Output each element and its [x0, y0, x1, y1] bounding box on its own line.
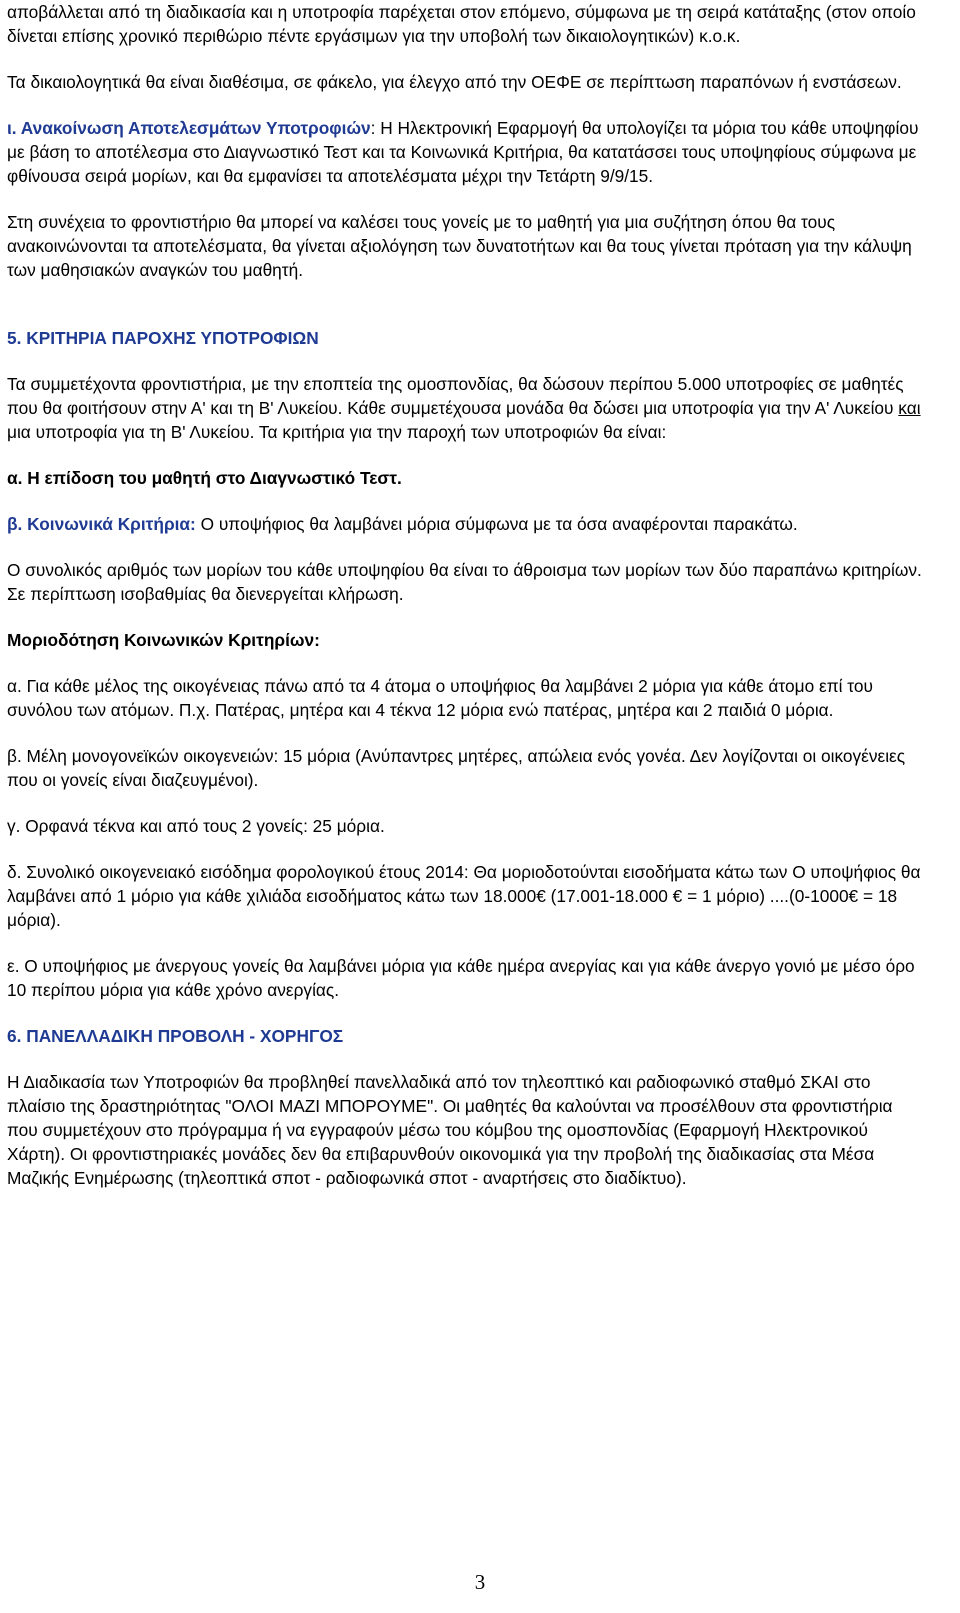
- underlined-and: και: [898, 398, 921, 418]
- scholarship-count-text-b: μια υποτροφία για τη Β' Λυκείου. Τα κριτήρια για την παροχή των υποτροφιών θα είναι:: [7, 422, 667, 442]
- criterion-b: [7, 512, 927, 536]
- paragraph-national-promotion: Η Διαδικασία των Υποτροφιών θα προβληθεί πανελλαδικά από τον τηλεοπτικό και ραδιοφωνικό σταθμό ΣΚΑΙ στο πλαίσιο της δραστηριότητας "ΟΛΟΙ ΜΑΖΙ ΜΠΟΡΟΥΜΕ". Οι μαθητές θα καλούνται να προσέλθουν στα φροντιστήρια που συμμετέχουν στο πρόγραμμα ή να εγγραφούν μέσω του κόμβου της ομοσπονδίας (Εφαρμογή Ηλεκτρονικού Χάρτη). Οι φροντιστηριακές μονάδες δεν θα επιβαρυνθούν οικονομικά για την προβολή της διαδικασίας στα Μέσα Μαζικής Ενημέρωσης (τηλεοπτικά σποτ - ραδιοφωνικά σποτ - αναρτήσεις στο διαδίκτυο).: [7, 1072, 893, 1188]
- document-page: [7, 0, 927, 1190]
- paragraph-total-points: Ο συνολικός αριθμός των μορίων του κάθε υποψηφίου θα είναι το άθροισμα των μορίων των δύο παραπάνω κριτηρίων. Σε περίπτωση ισοβαθμίας θα διενεργείται κλήρωση.: [7, 560, 922, 604]
- heading-social-criteria-scoring: Μοριοδότηση Κοινωνικών Κριτηρίων:: [7, 630, 320, 650]
- results-announcement-label: ι. Ανακοίνωση Αποτελεσμάτων Υποτροφιών: [7, 118, 371, 138]
- section-heading-5: 5. ΚΡΙΤΗΡΙΑ ΠΑΡΟΧΗΣ ΥΠΟΤΡΟΦΙΩΝ: [7, 328, 319, 348]
- page-number: 3: [474, 1570, 486, 1594]
- scholarship-count-text-a: Τα συμμετέχοντα φροντιστήρια, με την εποπτεία της ομοσπονδίας, θα δώσουν περίπου 5.000 υποτροφίες σε μαθητές που θα φοιτήσουν στην Α' και τη Β' Λυκείου. Κάθε συμμετέχουσα μονάδα θα δώσει μια υποτροφία για την Α' Λυκείου: [7, 374, 904, 418]
- criterion-b-text: Ο υποψήφιος θα λαμβάνει μόρια σύμφωνα με τα όσα αναφέρονται παρακάτω.: [195, 514, 798, 534]
- scoring-item-b: β. Μέλη μονογονεϊκών οικογενειών: 15 μόρια (Ανύπαντρες μητέρες, απώλεια ενός γονέα. Δεν λογίζονται οι οικογένειες που οι γονείς είναι διαζευγμένοι).: [7, 746, 906, 790]
- scoring-item-e: ε. Ο υποψήφιος με άνεργους γονείς θα λαμβάνει μόρια για κάθε ημέρα ανεργίας και για κάθε άνεργο γονιό με μέσο όρο 10 περίπου μόρια για κάθε χρόνο ανεργίας.: [7, 956, 915, 1000]
- paragraph-documents-availability: Τα δικαιολογητικά θα είναι διαθέσιμα, σε φάκελο, για έλεγχο από την ΟΕΦΕ σε περίπτωση παραπόνων ή ενστάσεων.: [7, 72, 902, 92]
- paragraph-parent-meeting: Στη συνέχεια το φροντιστήριο θα μπορεί να καλέσει τους γονείς με το μαθητή για μια συζήτηση όπου θα τους ανακοινώνονται τα αποτελέσματα, θα γίνεται αξιολόγηση των δυνατοτήτων και θα τους γίνεται πρόταση για την κάλυψη των μαθησιακών αναγκών του μαθητή.: [7, 212, 912, 280]
- scoring-item-d: δ. Συνολικό οικογενειακό εισόδημα φορολογικού έτους 2014: Θα μοριοδοτούνται εισοδήματα κάτω των Ο υποψήφιος θα λαμβάνει από 1 μόριο για κάθε χιλιάδα εισοδήματος κάτω των 18.000€ (17.001-18.000 € = 1 μόριο) ....(0-1000€ = 18 μόρια).: [7, 862, 921, 930]
- results-announcement-text: : Η Ηλεκτρονική Εφαρμογή θα υπολογίζει τα μόρια του κάθε υποψηφίου με βάση το αποτέλεσμα στο Διαγνωστικό Τεστ και τα Κοινωνικά Κριτήρια, θα κατατάσσει τους υποψηφίους σύμφωνα με φθίνουσα σειρά μορίων, και θα εμφανίσει τα αποτελέσματα μέχρι την Τετάρτη 9/9/15.: [7, 118, 919, 186]
- criterion-a: α. Η επίδοση του μαθητή στο Διαγνωστικό Τεστ.: [7, 468, 402, 488]
- criterion-b-label: β. Κοινωνικά Κριτήρια:: [7, 514, 196, 534]
- paragraph-disqualification: αποβάλλεται από τη διαδικασία και η υποτροφία παρέχεται στον επόμενο, σύμφωνα με τη σειρά κατάταξης (στον οποίο δίνεται επίσης χρονικό περιθώριο πέντε εργάσιμων για την υποβολή των δικαιολογητικών) κ.ο.κ.: [7, 2, 916, 46]
- paragraph-scholarship-count: [7, 372, 927, 444]
- section-heading-6: 6. ΠΑΝΕΛΛΑΔΙΚΗ ΠΡΟΒΟΛΗ - ΧΟΡΗΓΟΣ: [7, 1026, 344, 1046]
- paragraph-results-announcement: [7, 116, 927, 188]
- scoring-item-c: γ. Ορφανά τέκνα και από τους 2 γονείς: 25 μόρια.: [7, 816, 385, 836]
- scoring-item-a: α. Για κάθε μέλος της οικογένειας πάνω από τα 4 άτομα ο υποψήφιος θα λαμβάνει 2 μόρια για κάθε άτομο επί του συνόλου των ατόμων. Π.χ. Πατέρας, μητέρα και 4 τέκνα 12 μόρια ενώ πατέρας, μητέρα και 2 παιδιά 0 μόρια.: [7, 676, 873, 720]
